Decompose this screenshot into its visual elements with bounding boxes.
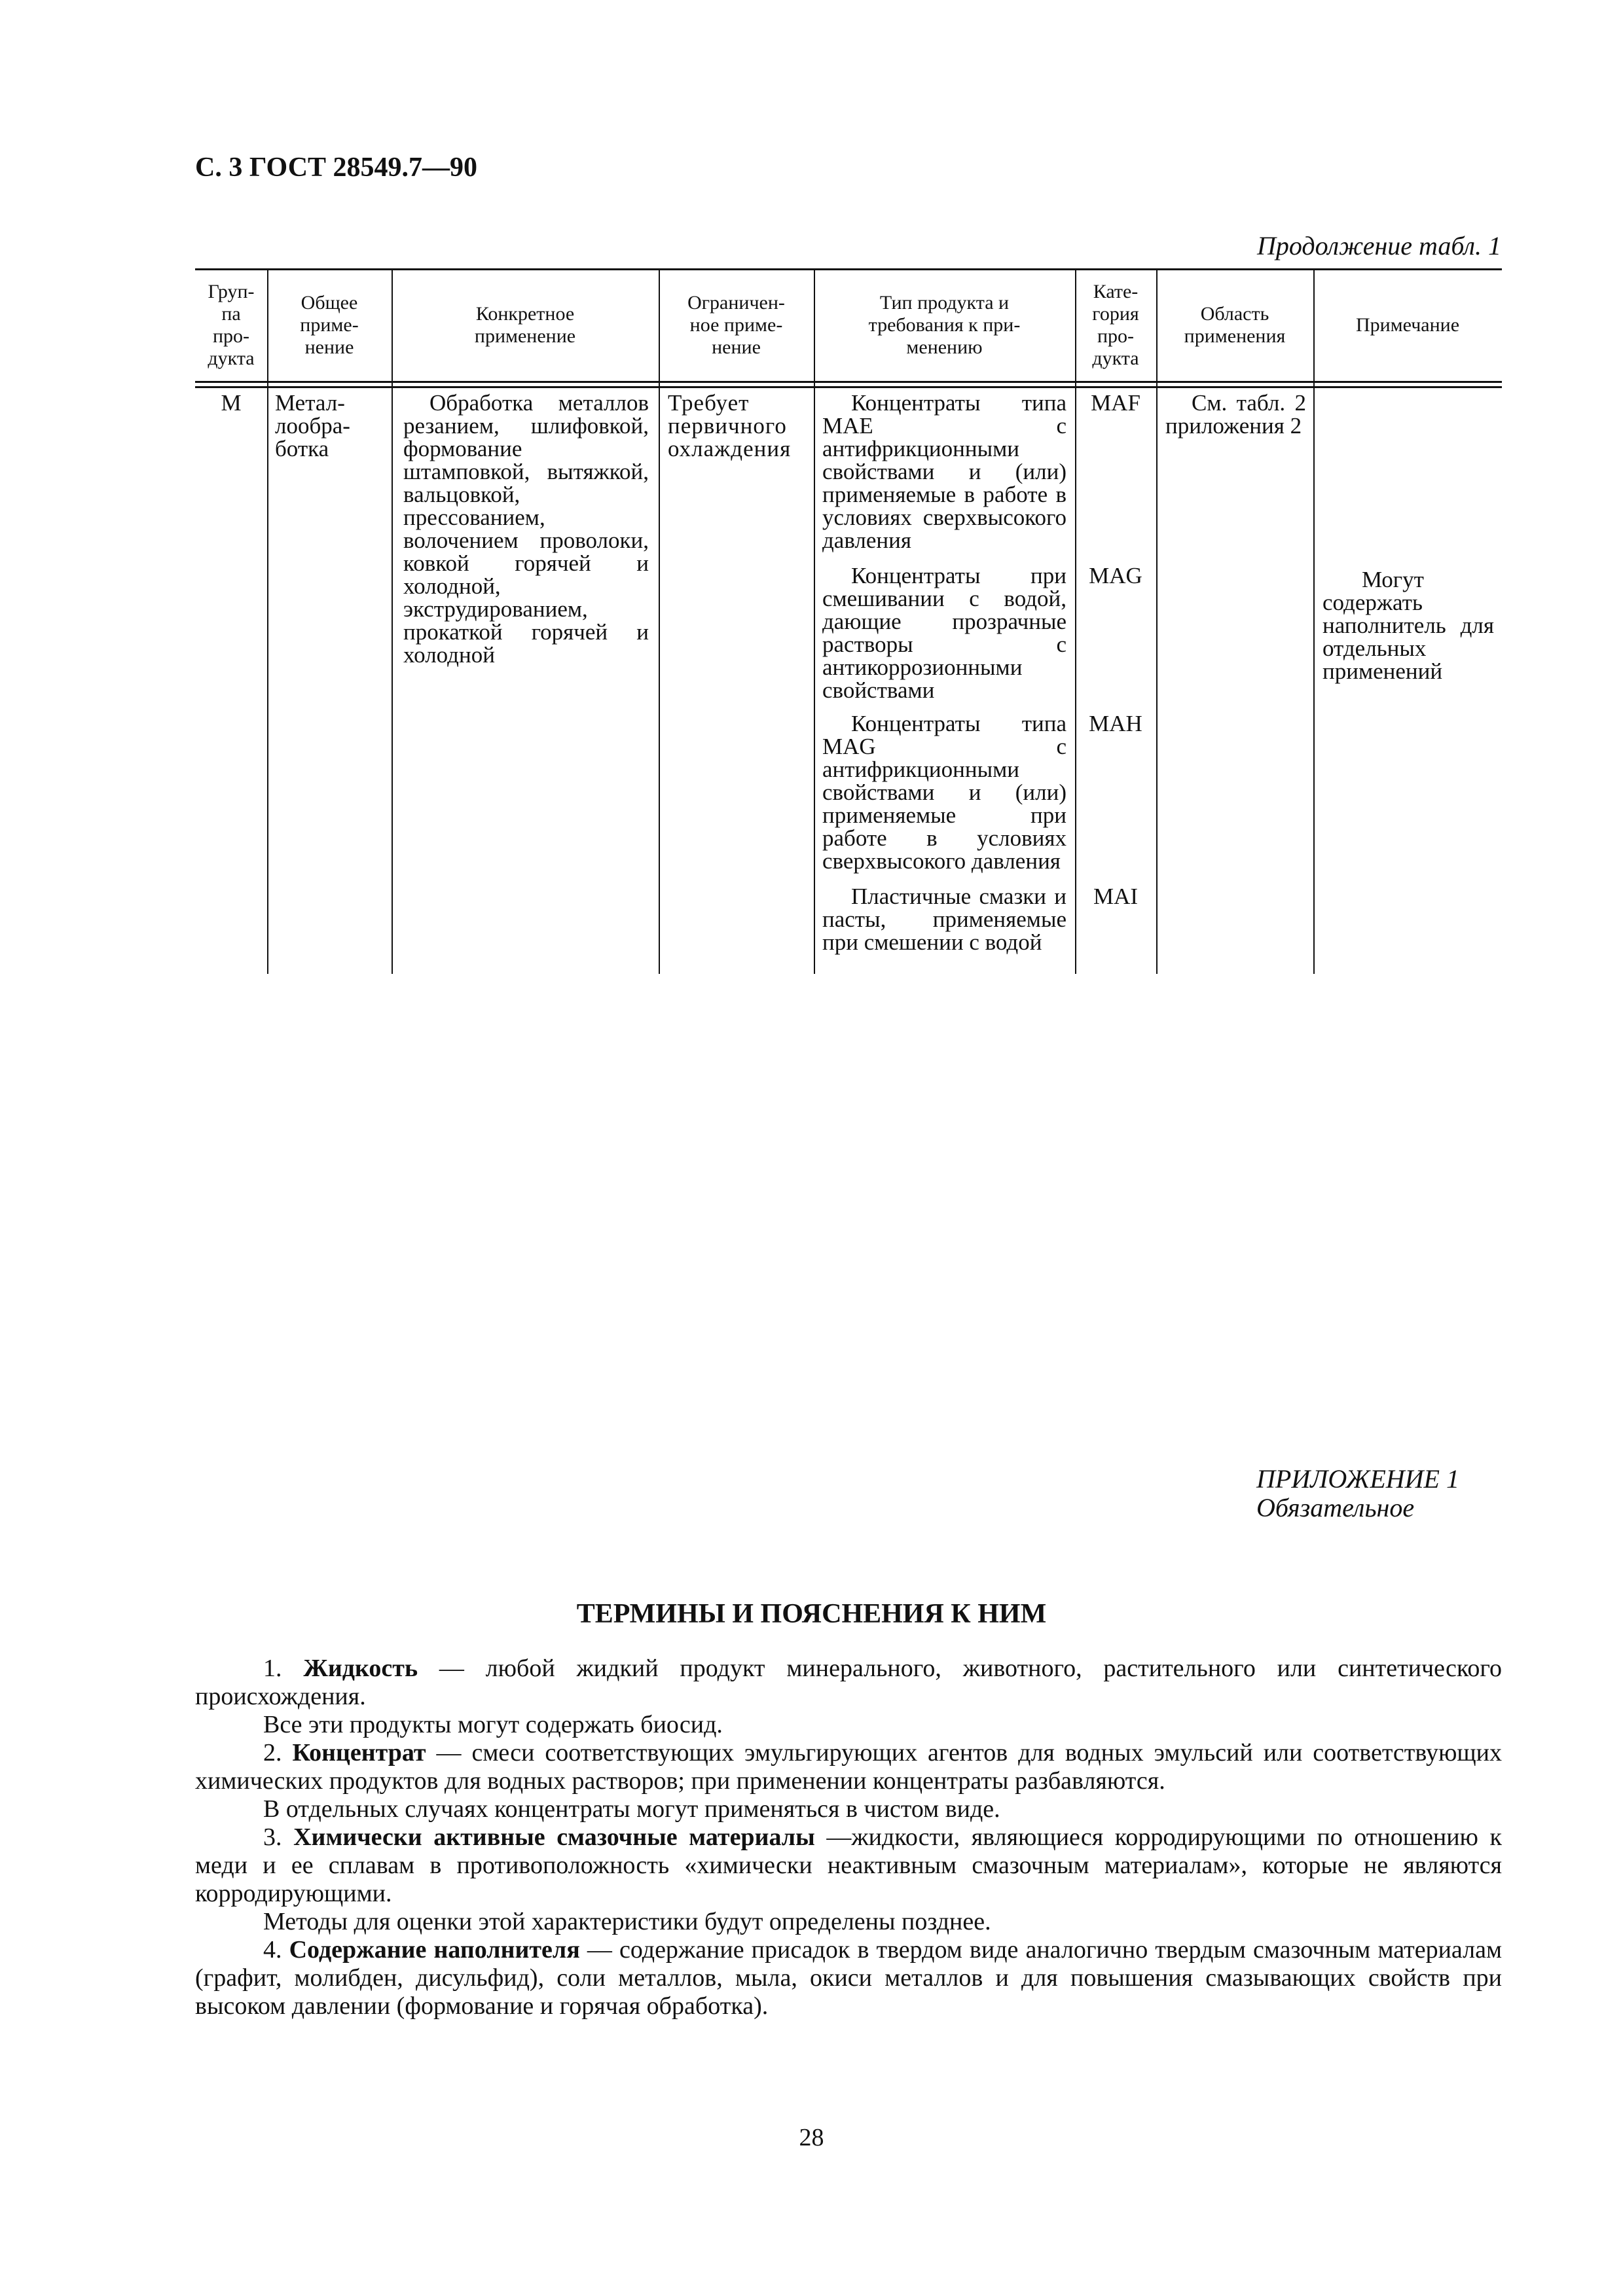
- term-definition: — содержание присадок в твердом виде аналогично твердым смазочным материалам (графит, молибден, дисульфид), соли металлов, мыла, окиси металлов и для повышения смазывающих свойств при высоком давлении (формование и горячая обработка).: [195, 1936, 1502, 2020]
- page-header: С. 3 ГОСТ 28549.7—90: [195, 152, 478, 183]
- term-name: Химически активные смазочные материалы: [293, 1823, 815, 1851]
- cell-type: Концентраты при смешивании с водой, дающие прозрачные растворы с антикоррозионными свойствами: [822, 563, 1067, 703]
- header-category: Кате- гория про- дукта: [1092, 281, 1139, 369]
- terms-list: [195, 1655, 1502, 2020]
- header-specific: Конкретное применение: [474, 303, 576, 347]
- products-table: [195, 268, 1502, 974]
- header-type: Тип продукта и требования к при- менению: [868, 292, 1021, 358]
- term-definition: —жидкости, являющиеся корродирующими по отношению к меди и ее сплавам в противоположность «химически неактивным смазочным материалам», которые не являются корродирующими.: [195, 1823, 1502, 1907]
- cell-limited: Требует первичного охлаждения: [668, 390, 792, 461]
- term-paragraph: 3. Химически активные смазочные материалы —жидкости, являющиеся корродирующими по отношению к меди и ее сплавам в противоположность «химически неактивным смазочным материалам», которые не являются корродирующими.: [195, 1823, 1502, 1907]
- cell-type: Концентраты типа МАЕ с антифрикционными свойствами и (или) применяемые в работе в условиях сверхвысокого давления: [822, 390, 1067, 553]
- cell-note: Могут содержать наполнитель для отдельных применений: [1322, 567, 1494, 684]
- appendix-title: ТЕРМИНЫ И ПОЯСНЕНИЯ К НИМ: [576, 1599, 1047, 1629]
- cell-type: Концентраты типа MAG с антифрикционными свойствами и (или) применяемые при работе в условиях сверхвысокого давления: [822, 711, 1067, 874]
- term-name: Концентрат: [292, 1739, 426, 1767]
- cell-general: Метал- лообра- ботка: [275, 390, 350, 461]
- cell-area: См. табл. 2 приложения 2: [1165, 390, 1306, 439]
- term-paragraph: 1. Жидкость — любой жидкий продукт минерального, животного, растительного или синтетического происхождения.: [195, 1655, 1502, 1710]
- appendix-heading: [1256, 1465, 1459, 1522]
- header-group: Груп- па про- дукта: [208, 281, 255, 369]
- cell-category: MAH: [1089, 711, 1142, 736]
- term-paragraph: 4. Содержание наполнителя — содержание присадок в твердом виде аналогично твердым смазочным материалам (графит, молибден, дисульфид), соли металлов, мыла, окиси металлов и для повышения смазывающих свойств при высоком давлении (формование и горячая обработка).: [195, 1936, 1502, 2020]
- header-limited: Ограничен- ное приме- нение: [687, 292, 785, 358]
- page-number: 28: [799, 2124, 824, 2151]
- term-note: Методы для оценки этой характеристики будут определены позднее.: [263, 1908, 991, 1935]
- cell-type: Пластичные смазки и пасты, применяемые при смешении с водой: [822, 884, 1067, 955]
- appendix-status: Обязательное: [1256, 1493, 1415, 1522]
- cell-category: MAF: [1091, 390, 1140, 416]
- table-continuation-label: Продолжение табл. 1: [1256, 231, 1501, 260]
- header-note: Примечание: [1355, 314, 1460, 336]
- cell-group: М: [221, 390, 242, 416]
- term-note: Все эти продукты могут содержать биосид.: [263, 1711, 723, 1738]
- cell-specific: Обработка металлов резанием, шлифовкой, формование штамповкой, вытяжкой, вальцовкой, прессованием, волочением проволоки, ковкой горячей и холодной, экструдированием, прокаткой горячей и холодной: [403, 390, 649, 668]
- appendix-label: ПРИЛОЖЕНИЕ 1: [1256, 1464, 1459, 1494]
- term-note: В отдельных случаях концентраты могут применяться в чистом виде.: [263, 1795, 1000, 1823]
- term-name: Содержание наполнителя: [289, 1936, 580, 1964]
- header-general: Общее приме- нение: [300, 292, 359, 358]
- term-definition: — смеси соответствующих эмульгирующих агентов для водных эмульсий или соответствующих химических продуктов для водных растворов; при применении концентраты разбавляются.: [195, 1739, 1502, 1795]
- term-name: Жидкость: [303, 1655, 418, 1682]
- cell-category: MAG: [1089, 563, 1142, 588]
- header-area: Область применения: [1184, 303, 1286, 347]
- term-definition: — любой жидкий продукт минерального, животного, растительного или синтетического происхождения.: [195, 1655, 1502, 1710]
- term-paragraph: 2. Концентрат — смеси соответствующих эмульгирующих агентов для водных эмульсий или соответствующих химических продуктов для водных растворов; при применении концентраты разбавляются.: [195, 1739, 1502, 1795]
- cell-category: MAI: [1093, 884, 1139, 909]
